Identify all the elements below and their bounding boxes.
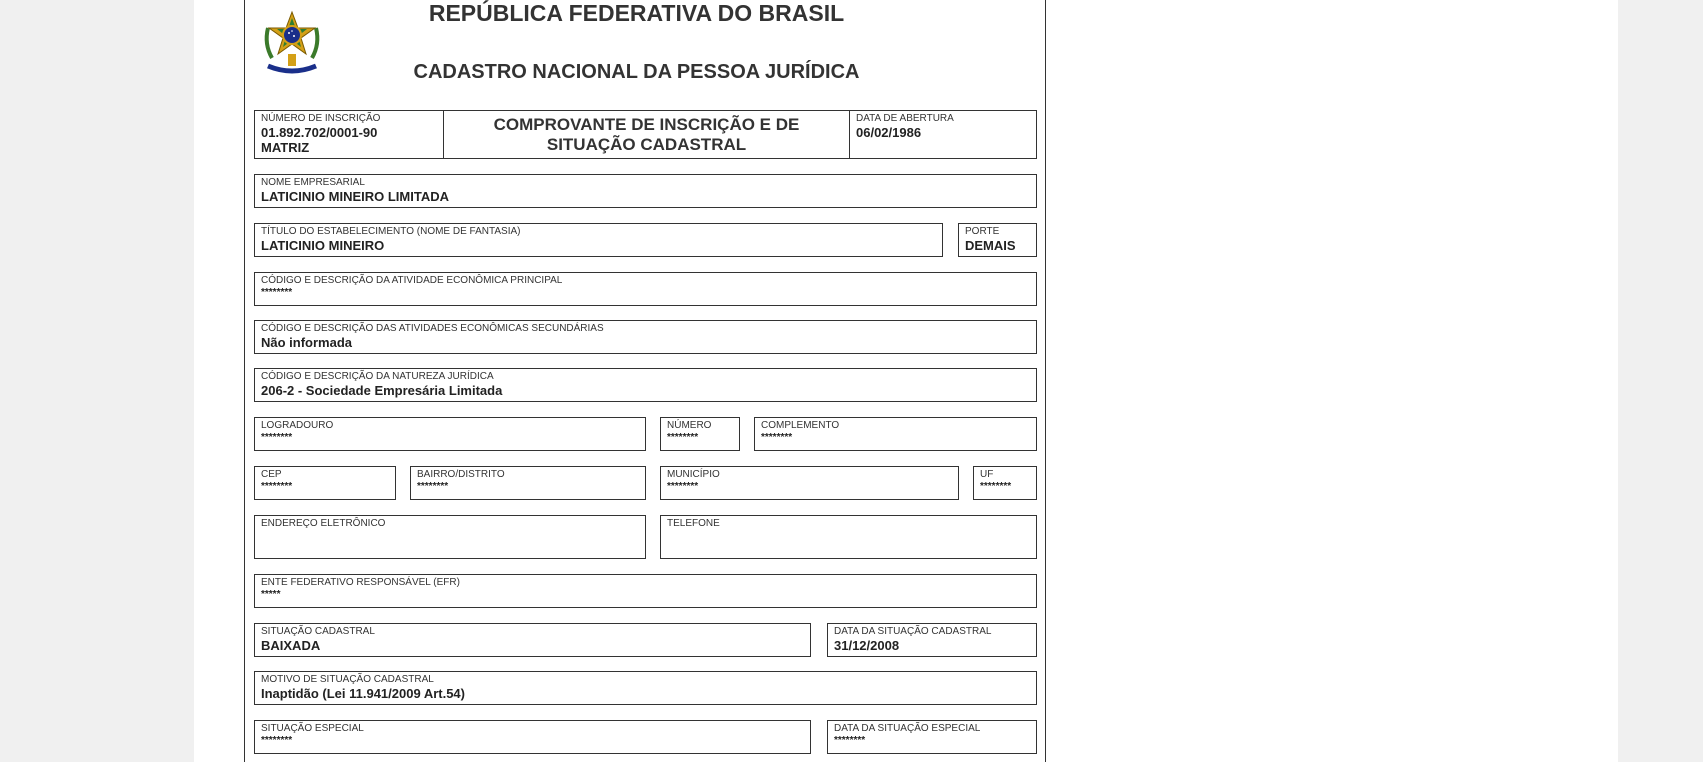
field-label: CÓDIGO E DESCRIÇÃO DA ATIVIDADE ECONÔMICA PRINCIPAL bbox=[261, 275, 563, 286]
field-value: 06/02/1986 bbox=[856, 125, 922, 140]
field-value: ******** bbox=[261, 481, 293, 492]
field-value: 01.892.702/0001-90 bbox=[261, 125, 378, 140]
field-municipio bbox=[660, 466, 959, 500]
page-subtitle: CADASTRO NACIONAL DA PESSOA JURÍDICA bbox=[413, 61, 860, 83]
field-porte bbox=[958, 223, 1037, 257]
field-comprovante bbox=[443, 110, 850, 159]
field-uf bbox=[973, 466, 1037, 500]
field-value: ***** bbox=[261, 589, 281, 600]
field-label: CÓDIGO E DESCRIÇÃO DAS ATIVIDADES ECONÔMICAS SECUNDÁRIAS bbox=[261, 323, 604, 334]
field-label: ENDEREÇO ELETRÔNICO bbox=[261, 518, 386, 529]
field-value: ******** bbox=[261, 432, 293, 443]
field-label: TÍTULO DO ESTABELECIMENTO (NOME DE FANTASIA) bbox=[261, 226, 521, 237]
field-situacao-cadastral bbox=[254, 623, 811, 657]
field-label: SITUAÇÃO CADASTRAL bbox=[261, 626, 375, 637]
field-data-situacao-cadastral bbox=[827, 623, 1037, 657]
field-complemento bbox=[754, 417, 1037, 451]
field-label: CEP bbox=[261, 469, 282, 480]
field-label: PORTE bbox=[965, 226, 1000, 237]
comprovante-title: COMPROVANTE DE INSCRIÇÃO E DE SITUAÇÃO CADASTRAL bbox=[493, 114, 800, 154]
field-label: MUNICÍPIO bbox=[667, 469, 720, 480]
field-value: LATICINIO MINEIRO LIMITADA bbox=[261, 189, 449, 204]
field-label: DATA DA SITUAÇÃO CADASTRAL bbox=[834, 626, 992, 637]
field-label: COMPLEMENTO bbox=[761, 420, 840, 431]
field-situacao-especial bbox=[254, 720, 811, 754]
field-label: NOME EMPRESARIAL bbox=[261, 177, 365, 188]
field-value-secondary: MATRIZ bbox=[261, 140, 310, 155]
field-value: 31/12/2008 bbox=[834, 638, 900, 653]
field-value: ******** bbox=[261, 735, 293, 746]
field-label: TELEFONE bbox=[667, 518, 720, 529]
field-label: DATA DA SITUAÇÃO ESPECIAL bbox=[834, 723, 981, 734]
field-label: SITUAÇÃO ESPECIAL bbox=[261, 723, 364, 734]
field-abertura bbox=[849, 110, 1037, 159]
field-value: DEMAIS bbox=[965, 238, 1016, 253]
field-value: ******** bbox=[980, 481, 1012, 492]
field-numero bbox=[660, 417, 740, 451]
field-value: Inaptidão (Lei 11.941/2009 Art.54) bbox=[261, 686, 465, 701]
field-atividades-secundarias bbox=[254, 320, 1037, 354]
field-label: NÚMERO DE INSCRIÇÃO bbox=[261, 113, 381, 124]
field-value: BAIXADA bbox=[261, 638, 321, 653]
field-value: ******** bbox=[417, 481, 449, 492]
field-value: ******** bbox=[761, 432, 793, 443]
field-value: ******** bbox=[834, 735, 866, 746]
field-bairro bbox=[410, 466, 646, 500]
field-label: MOTIVO DE SITUAÇÃO CADASTRAL bbox=[261, 674, 434, 685]
field-atividade-principal bbox=[254, 272, 1037, 306]
field-motivo-situacao bbox=[254, 671, 1037, 705]
field-efr bbox=[254, 574, 1037, 608]
field-label: LOGRADOURO bbox=[261, 420, 334, 431]
field-value: ******** bbox=[667, 481, 699, 492]
field-value: ******** bbox=[667, 432, 699, 443]
field-label: CÓDIGO E DESCRIÇÃO DA NATUREZA JURÍDICA bbox=[261, 371, 494, 382]
field-inscricao bbox=[254, 110, 444, 159]
field-label: ENTE FEDERATIVO RESPONSÁVEL (EFR) bbox=[261, 577, 460, 588]
field-natureza-juridica bbox=[254, 368, 1037, 402]
field-telefone bbox=[660, 515, 1037, 559]
field-value: ******** bbox=[261, 287, 293, 298]
field-logradouro bbox=[254, 417, 646, 451]
field-value: LATICINIO MINEIRO bbox=[261, 238, 385, 253]
field-label: NÚMERO bbox=[667, 420, 712, 431]
field-label: DATA DE ABERTURA bbox=[856, 113, 954, 124]
field-titulo bbox=[254, 223, 943, 257]
field-value: Não informada bbox=[261, 335, 353, 350]
field-label: UF bbox=[980, 469, 994, 480]
field-data-situacao-especial bbox=[827, 720, 1037, 754]
field-endereco-eletronico bbox=[254, 515, 646, 559]
field-value: 206-2 - Sociedade Empresária Limitada bbox=[261, 383, 503, 398]
page-title: REPÚBLICA FEDERATIVA DO BRASIL bbox=[428, 0, 845, 26]
field-cep bbox=[254, 466, 396, 500]
field-nome-empresarial bbox=[254, 174, 1037, 208]
field-label: BAIRRO/DISTRITO bbox=[417, 469, 505, 480]
